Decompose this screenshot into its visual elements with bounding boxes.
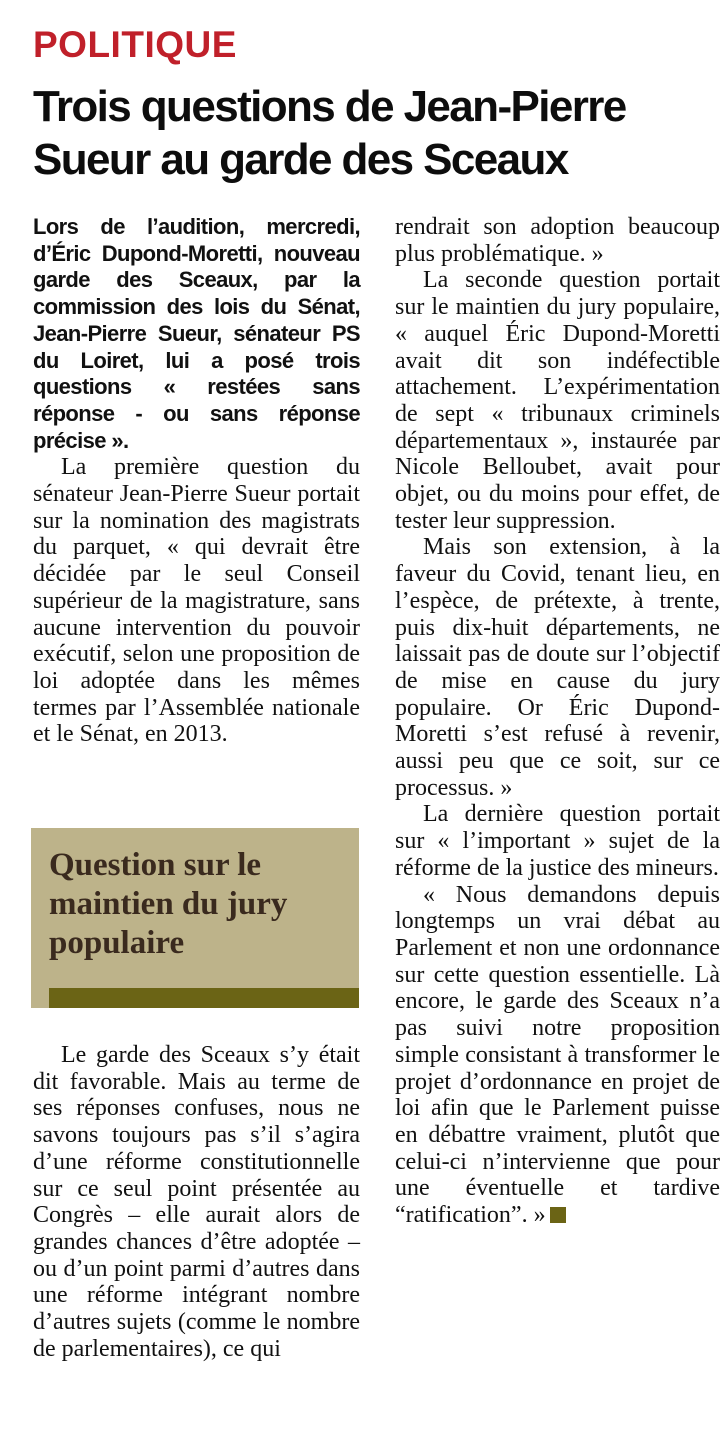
final-paragraph-text: « Nous demandons depuis longtemps un vrai débat au Parlement et non une ordonnance sur cette question essentielle. Là encore, le garde des Sceaux n’a pas suivi notre proposition simple consistant à transformer le projet d’ordonnance en projet de loi afin que le Parlement puisse en débattre vraiment, plutôt que celui-ci n’intervienne que pour une éventuelle et tardive “ratification”. » bbox=[395, 881, 720, 1229]
body-paragraph: Mais son extension, à la faveur du Covid, tenant lieu, en l’espèce, de prétexte, à trente, puis dix-huit départements, ne laissait pas de doute sur l’objectif de mise en cause du jury populaire. Or Éric Dupond-Moretti s’est refusé à revenir, aussi peu que ce soit, sur ce processus. » bbox=[395, 534, 720, 801]
continuation-paragraph: rendrait son adoption beaucoup plus problématique. » bbox=[395, 214, 720, 267]
final-paragraph bbox=[395, 882, 720, 1229]
article-headline: Trois questions de Jean-Pierre Sueur au garde des Sceaux bbox=[33, 82, 626, 184]
body-paragraph: La seconde question portait sur le maintien du jury populaire, « auquel Éric Dupond-Moretti avait dit son indéfectible attachement. L’expérimentation de sept « tribunaux criminels départementaux », instaurée par Nicole Belloubet, avait pour objet, ou du moins pour effet, de tester leur suppression. bbox=[395, 267, 720, 534]
body-paragraph: La première question du sénateur Jean-Pierre Sueur portait sur la nomination des magistrats du parquet, « qui devrait être décidée par le seul Conseil supérieur de la magistrature, sans aucune intervention du pouvoir exécutif, selon une proposition de loi adoptée dans les mêmes termes par l’Assemblée nationale et le Sénat, en 2013. bbox=[33, 454, 360, 748]
body-paragraph: Le garde des Sceaux s’y était dit favorable. Mais au terme de ses réponses confuses, nous ne savons toujours pas s’il s’agira d’une réforme constitutionnelle sur ce seul point présentée au Congrès – elle aurait alors de grandes chances d’être adoptée – ou d’un point parmi d’autres dans une réforme intégrant nombre d’autres sujets (comme le nombre de parlementaires), ce qui bbox=[33, 1042, 360, 1362]
body-paragraph: La dernière question portait sur « l’important » sujet de la réforme de la justice des mineurs. bbox=[395, 801, 720, 881]
end-of-article-square-icon bbox=[550, 1207, 566, 1223]
lead-paragraph: Lors de l’audition, mercredi, d’Éric Dupond-Moretti, nouveau garde des Sceaux, par la commission des lois du Sénat, Jean-Pierre Sueur, sénateur PS du Loiret, lui a posé trois questions « restées sans réponse - ou sans réponse précise ». bbox=[33, 214, 360, 453]
left-column bbox=[33, 214, 360, 748]
left-column-bottom bbox=[33, 1042, 360, 1362]
right-column bbox=[395, 214, 720, 1229]
box-title: Question sur le maintien du jury populaire bbox=[49, 847, 288, 961]
highlight-box bbox=[31, 828, 359, 1008]
section-rubric: POLITIQUE bbox=[33, 24, 237, 65]
box-bottom-bar bbox=[49, 988, 359, 1008]
article-lead bbox=[33, 214, 360, 454]
